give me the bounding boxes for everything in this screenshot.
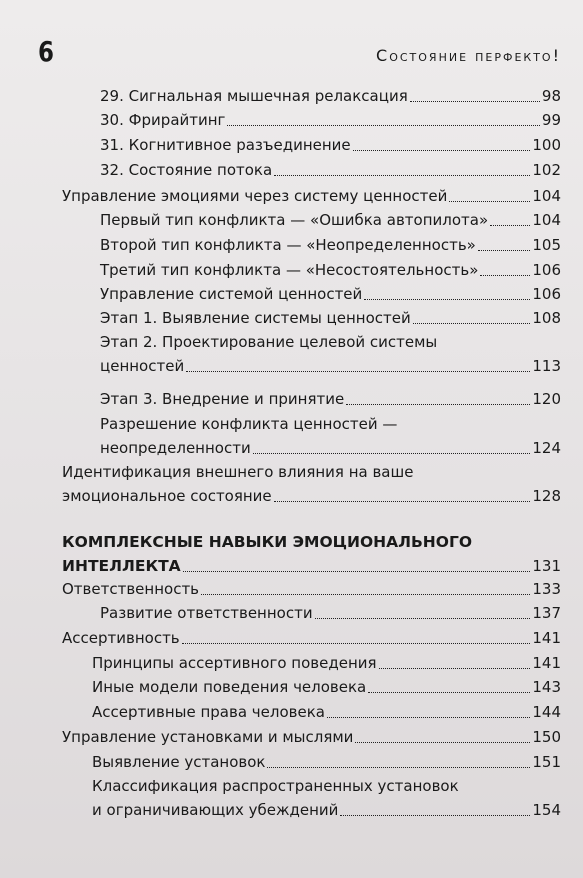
leader-dots xyxy=(227,125,539,126)
leader-dots xyxy=(410,101,540,102)
leader-dots xyxy=(274,501,531,502)
toc-entry[interactable] xyxy=(62,184,561,208)
toc-entry-title: Принципы ассертивного поведения xyxy=(92,654,377,672)
toc-entry-title: Ассертивность xyxy=(62,629,180,647)
leader-dots xyxy=(364,299,530,300)
toc-entry-page: 128 xyxy=(532,487,561,505)
toc-entry-page: 133 xyxy=(532,580,561,598)
toc-entry-title-line: и ограничивающих убеждений xyxy=(92,801,339,819)
toc-entry[interactable] xyxy=(62,725,561,749)
section-heading-last-line xyxy=(62,554,532,578)
toc-entry-page: 106 xyxy=(532,261,561,279)
toc-entry[interactable] xyxy=(92,675,561,699)
toc-entry-title-line: Разрешение конфликта ценностей — xyxy=(100,415,398,433)
toc-entry-title-block xyxy=(62,460,532,508)
toc-entry[interactable] xyxy=(62,626,561,650)
toc-entry-page: 104 xyxy=(532,211,561,229)
leader-dots xyxy=(379,668,531,669)
section-heading xyxy=(62,530,532,578)
toc-entry[interactable] xyxy=(100,330,561,378)
toc-entry-title-line: эмоциональное состояние xyxy=(62,487,272,505)
toc-entry[interactable] xyxy=(92,750,561,774)
leader-dots xyxy=(327,717,530,718)
leader-dots xyxy=(346,404,530,405)
section-heading-line: КОМПЛЕКСНЫЕ НАВЫКИ ЭМОЦИОНАЛЬНОГО xyxy=(62,533,473,551)
page-number: 6 xyxy=(38,35,54,68)
toc-entry[interactable] xyxy=(62,577,561,601)
leader-dots xyxy=(340,815,530,816)
toc-entry[interactable] xyxy=(62,460,561,508)
toc-entry-title: Управление установками и мыслями xyxy=(62,728,354,746)
toc-entry-last-line xyxy=(62,484,532,508)
toc-entry-title: Иные модели поведения человека xyxy=(92,678,367,696)
toc-entry[interactable] xyxy=(100,387,561,411)
toc-entry-title: Этап 3. Внедрение и принятие xyxy=(100,390,345,408)
toc-entry-title-block xyxy=(92,774,532,822)
toc-entry[interactable] xyxy=(100,282,561,306)
toc-entry[interactable] xyxy=(100,412,561,460)
toc-entry-page: 108 xyxy=(532,309,561,327)
toc-entry-last-line xyxy=(92,798,532,822)
toc-entry[interactable] xyxy=(100,108,561,132)
leader-dots xyxy=(182,643,531,644)
toc-entry-last-line xyxy=(100,354,532,378)
leader-dots xyxy=(267,767,530,768)
page-header xyxy=(32,36,561,72)
leader-dots xyxy=(353,150,531,151)
leader-dots xyxy=(186,371,530,372)
leader-dots xyxy=(355,742,530,743)
toc-entry[interactable] xyxy=(100,208,561,232)
toc-entry-title: Третий тип конфликта — «Несостоятельность» xyxy=(100,261,479,279)
running-title: Состояние перфекто! xyxy=(376,46,561,65)
toc-entry[interactable] xyxy=(92,651,561,675)
toc-entry-title: 31. Когнитивное разъединение xyxy=(100,136,351,154)
toc-entry-page: 99 xyxy=(541,111,561,129)
toc-entry-title: 29. Сигнальная мышечная релаксация xyxy=(100,87,408,105)
toc-entry-page: 150 xyxy=(532,728,561,746)
leader-dots xyxy=(368,692,530,693)
toc-entry-page: 124 xyxy=(532,439,561,457)
toc-entry-page: 141 xyxy=(532,654,561,672)
toc-entry-title: 32. Состояние потока xyxy=(100,161,273,179)
toc-entry-title: Ответственность xyxy=(62,580,200,598)
toc-entry-page: 143 xyxy=(532,678,561,696)
toc-entry-title: Развитие ответственности xyxy=(100,604,313,622)
toc-entry-page: 137 xyxy=(532,604,561,622)
toc-entry-page: 105 xyxy=(532,236,561,254)
toc-entry-title-line: ценностей xyxy=(100,357,185,375)
toc-entry-page: 98 xyxy=(541,87,561,105)
toc-entry-title-line: неопределенности xyxy=(100,439,251,457)
toc-entry-page: 154 xyxy=(532,801,561,819)
section-heading-line: ИНТЕЛЛЕКТА xyxy=(62,557,181,575)
toc-entry[interactable] xyxy=(100,306,561,330)
toc-entry-title: Этап 1. Выявление системы ценностей xyxy=(100,309,411,327)
toc-entry-page: 144 xyxy=(532,703,561,721)
leader-dots xyxy=(253,453,531,454)
leader-dots xyxy=(478,250,531,251)
toc-entry-page: 151 xyxy=(532,753,561,771)
toc-entry-page: 106 xyxy=(532,285,561,303)
toc-entry-title-block xyxy=(100,330,532,378)
toc-entry[interactable] xyxy=(100,84,561,108)
toc-entry[interactable] xyxy=(100,133,561,157)
leader-dots xyxy=(274,175,530,176)
toc-entry-title: Управление системой ценностей xyxy=(100,285,363,303)
toc-entry-title: 30. Фрирайтинг xyxy=(100,111,226,129)
toc-entry-title-block xyxy=(100,412,532,460)
toc-entry-last-line xyxy=(100,436,532,460)
leader-dots xyxy=(315,618,531,619)
toc-entry-title-line: Идентификация внешнего влияния на ваше xyxy=(62,463,414,481)
leader-dots xyxy=(201,594,530,595)
toc-entry-title-line: Классификация распространенных установок xyxy=(92,777,459,795)
leader-dots xyxy=(413,323,531,324)
toc-entry-title: Ассертивные права человека xyxy=(92,703,325,721)
toc-entry[interactable] xyxy=(100,158,561,182)
toc-entry-page: 120 xyxy=(532,390,561,408)
toc-entry-title: Управление эмоциями через систему ценностей xyxy=(62,187,448,205)
toc-entry-page: 102 xyxy=(532,161,561,179)
toc-entry[interactable] xyxy=(100,601,561,625)
toc-entry-title: Первый тип конфликта — «Ошибка автопилота» xyxy=(100,211,489,229)
leader-dots xyxy=(480,275,530,276)
leader-dots xyxy=(490,225,530,226)
toc-entry[interactable] xyxy=(92,774,561,822)
toc-entry-title: Второй тип конфликта — «Неопределенность» xyxy=(100,236,476,254)
toc-entry[interactable] xyxy=(100,258,561,282)
leader-dots xyxy=(183,571,531,572)
toc-entry-page: 131 xyxy=(532,557,561,575)
toc-entry-page: 141 xyxy=(532,629,561,647)
section-heading-entry[interactable] xyxy=(62,530,561,578)
leader-dots xyxy=(449,201,530,202)
toc-entry[interactable] xyxy=(100,233,561,257)
toc-entry-page: 104 xyxy=(532,187,561,205)
toc-entry-title: Выявление установок xyxy=(92,753,266,771)
toc-entry-page: 113 xyxy=(532,357,561,375)
toc-entry[interactable] xyxy=(92,700,561,724)
toc-entry-title-line: Этап 2. Проектирование целевой системы xyxy=(100,333,438,351)
toc-entry-page: 100 xyxy=(532,136,561,154)
